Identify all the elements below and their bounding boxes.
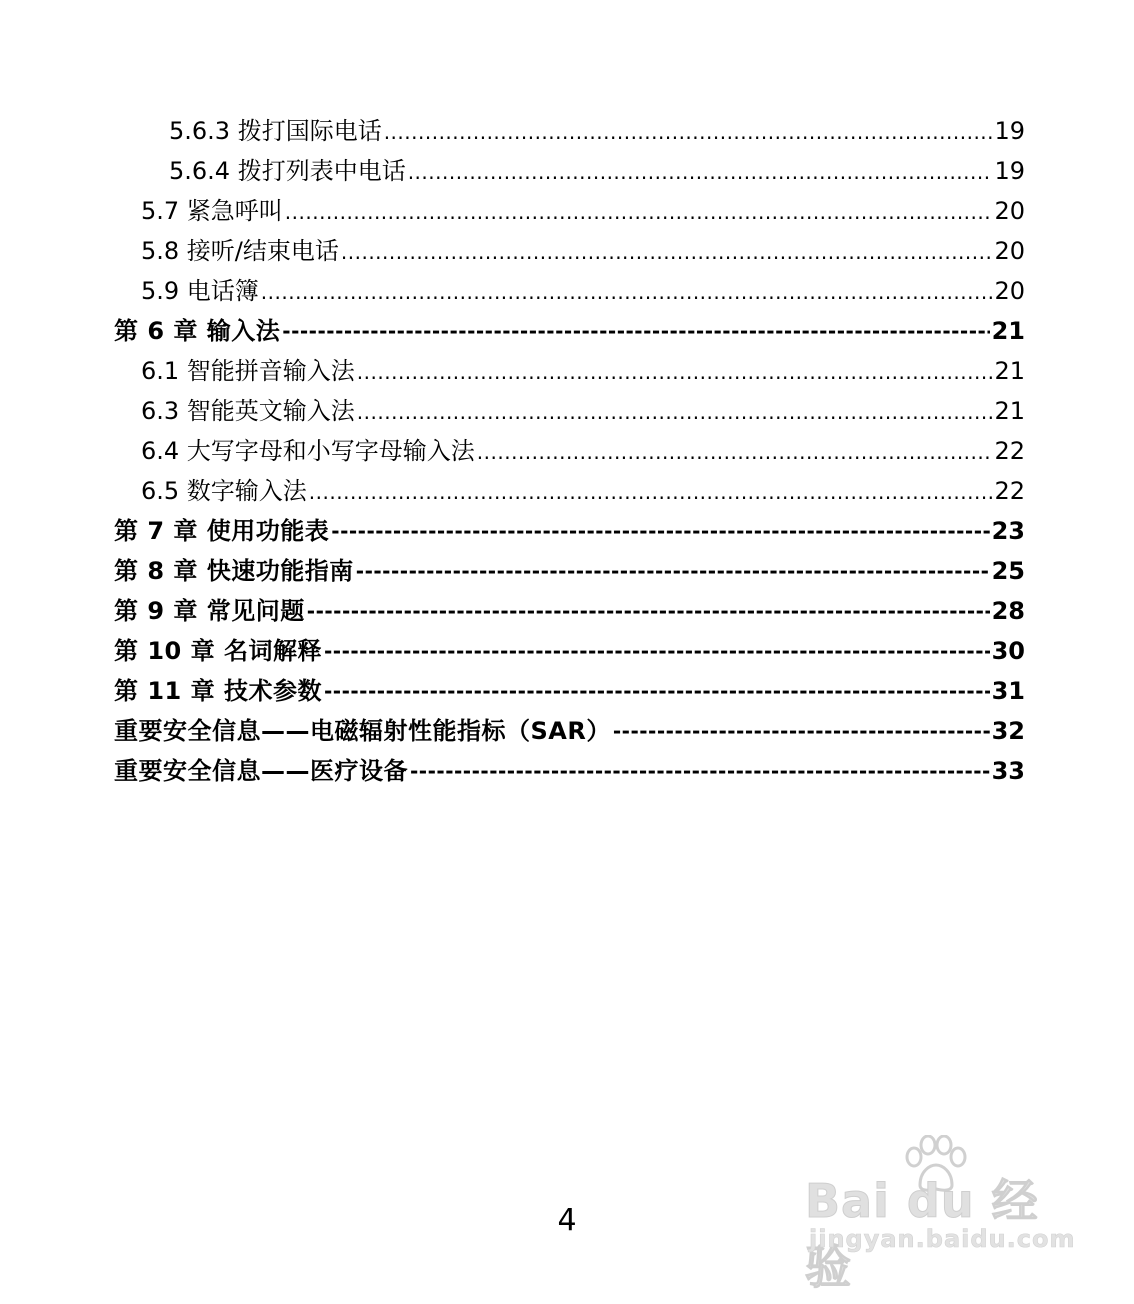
toc-leader [384, 119, 993, 143]
toc-chapter-entry[interactable] [0, 591, 1134, 631]
toc-entry-title: 第 11 章 技术参数 [114, 677, 322, 705]
toc-chapter-entry[interactable] [0, 631, 1134, 671]
toc-entry-title: 5.9 电话簿 [141, 277, 259, 305]
toc-leader [261, 279, 993, 303]
toc-entry-title: 第 6 章 输入法 [114, 317, 281, 345]
toc-chapter-entry[interactable] [0, 751, 1134, 791]
toc-entry-page: 20 [994, 277, 1025, 305]
table-of-contents [0, 111, 1134, 791]
toc-entry-page: 21 [991, 317, 1025, 345]
toc-entry-page: 21 [994, 397, 1025, 425]
toc-entry-page: 19 [994, 117, 1025, 145]
toc-entry-page: 31 [991, 677, 1025, 705]
toc-entry[interactable] [0, 471, 1134, 511]
toc-entry-title: 第 10 章 名词解释 [114, 637, 322, 665]
toc-entry[interactable] [0, 431, 1134, 471]
toc-entry[interactable] [0, 271, 1134, 311]
toc-entry[interactable] [0, 391, 1134, 431]
toc-entry-title: 重要安全信息——电磁辐射性能指标（SAR） [114, 717, 611, 745]
toc-entry[interactable] [0, 231, 1134, 271]
watermark-logo-text: Bai du 经验 [805, 1174, 1039, 1294]
toc-leader [357, 399, 993, 423]
toc-entry[interactable] [0, 151, 1134, 191]
toc-entry-title: 6.4 大写字母和小写字母输入法 [141, 437, 475, 465]
toc-entry-page: 33 [991, 757, 1025, 785]
toc-entry-page: 20 [994, 197, 1025, 225]
toc-leader [410, 759, 990, 783]
toc-entry[interactable] [0, 351, 1134, 391]
toc-entry-title: 6.5 数字输入法 [141, 477, 307, 505]
toc-leader [356, 559, 990, 583]
baidu-jingyan-watermark [805, 1135, 1076, 1294]
page-number: 4 [557, 1203, 577, 1238]
toc-leader [613, 719, 990, 743]
toc-chapter-entry[interactable] [0, 511, 1134, 551]
toc-leader [285, 199, 993, 223]
toc-entry-title: 第 8 章 快速功能指南 [114, 557, 354, 585]
toc-entry-page: 20 [994, 237, 1025, 265]
toc-leader [307, 599, 990, 623]
toc-leader [324, 639, 990, 663]
toc-entry-page: 21 [994, 357, 1025, 385]
watermark-url-text: jingyan.baidu.com [809, 1225, 1076, 1253]
toc-entry-page: 19 [994, 157, 1025, 185]
toc-entry-page: 22 [994, 477, 1025, 505]
toc-leader [331, 519, 989, 543]
toc-leader [282, 319, 989, 343]
toc-entry[interactable] [0, 191, 1134, 231]
toc-entry-title: 第 9 章 常见问题 [114, 597, 305, 625]
toc-leader [309, 479, 993, 503]
toc-entry-title: 第 7 章 使用功能表 [114, 517, 330, 545]
toc-entry-page: 22 [994, 437, 1025, 465]
toc-entry-page: 25 [991, 557, 1025, 585]
toc-leader [341, 239, 993, 263]
toc-entry-title: 5.6.3 拨打国际电话 [169, 117, 382, 145]
toc-chapter-entry[interactable] [0, 551, 1134, 591]
toc-entry-title: 6.1 智能拼音输入法 [141, 357, 355, 385]
toc-entry-title: 5.7 紧急呼叫 [141, 197, 283, 225]
toc-entry-page: 23 [991, 517, 1025, 545]
toc-entry-page: 30 [991, 637, 1025, 665]
toc-entry[interactable] [0, 111, 1134, 151]
toc-entry-page: 28 [991, 597, 1025, 625]
toc-entry-page: 32 [991, 717, 1025, 745]
toc-leader [408, 159, 993, 183]
toc-entry-title: 6.3 智能英文输入法 [141, 397, 355, 425]
toc-chapter-entry[interactable] [0, 311, 1134, 351]
toc-chapter-entry[interactable] [0, 711, 1134, 751]
toc-leader [477, 439, 993, 463]
toc-leader [324, 679, 990, 703]
toc-leader [357, 359, 993, 383]
toc-entry-title: 5.8 接听/结束电话 [141, 237, 339, 265]
toc-entry-title: 5.6.4 拨打列表中电话 [169, 157, 406, 185]
toc-entry-title: 重要安全信息——医疗设备 [114, 757, 408, 785]
toc-chapter-entry[interactable] [0, 671, 1134, 711]
